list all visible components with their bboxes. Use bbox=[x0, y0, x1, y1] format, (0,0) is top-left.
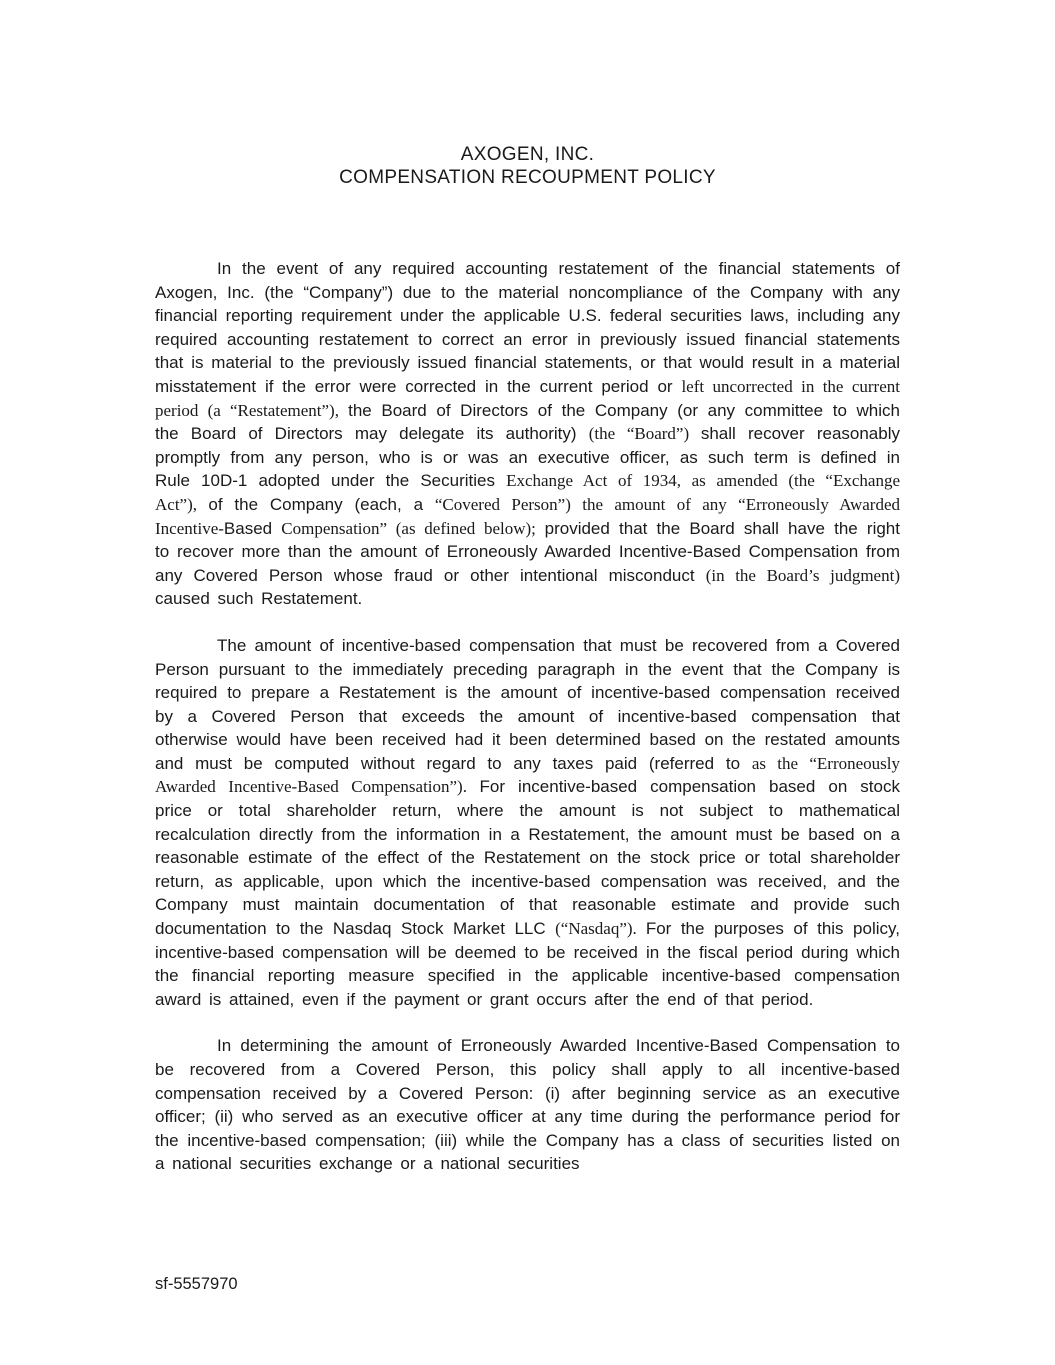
text-run: left uncorrected in the current period (a “Restatement”), bbox=[155, 376, 900, 420]
text-run: Compensation” (as defined below); bbox=[281, 518, 545, 538]
text-run: as the “Erroneously Awarded Incentive-Based Compensation”). bbox=[155, 753, 900, 797]
text-run: caused such Restatement. bbox=[155, 589, 363, 609]
text-run: shall recover reasonably promptly from any person, who is or was an executive officer, as such term is defined in Rule 10D-1 adopted under the Securities bbox=[155, 424, 900, 491]
text-run: the Board of Directors of the Company (or any committee to which the Board of Directors may delegate its authority) bbox=[155, 400, 900, 444]
text-run: provided that the Board shall have the right to recover more than the amount of Erroneously Awarded Incentive-Based Compensation from any Covered Person whose fraud or other intentional misconduct bbox=[155, 518, 900, 585]
company-name: AXOGEN, INC. bbox=[460, 144, 595, 165]
text-run: For incentive-based compensation based on stock price or total shareholder return, where the amount is not subject to mathematical recalculation directly from the information in a Restatement, the amount must be based on a reasonable estimate of the effect of the Restatement on the stock price or total shareholder return, as applicable, upon which the incentive-based compensation was received, and the Company must maintain documentation of that reasonable estimate and provide such documentation to the Nasdaq Stock Market LLC bbox=[155, 777, 900, 939]
text-run: (in the Board’s judgment) bbox=[705, 565, 900, 585]
text-run: For the purposes of this policy, incentive-based compensation will be deemed to be received in the fiscal period during which the financial reporting measure specified in the applicable incentive-based compensation award is attained, even if the payment or grant occurs after the end of that period. bbox=[155, 919, 900, 1009]
text-run: In determining the amount of Erroneously Awarded Incentive-Based Compensation to be recovered from a Covered Person, this policy shall apply to all incentive-based compensation received by a Covered Person: (i) after beginning service as an executive officer; (ii) who served as an executive officer at any time during the performance period for the incentive-based compensation; (iii) while the Company has a class of securities listed on a national securities exchange or a national securities bbox=[155, 1036, 900, 1174]
text-run: In the event of any required accounting restatement of the financial statements of Axogen, Inc. (the “Company”) due to the material noncompliance of the Company with any financial reporting requirement under the applicable U.S. federal securities laws, including any required accounting restatement to correct an error in previously issued financial statements that is material to the previously issued financial statements, or that would result in a material misstatement if the error were corrected in the current period or bbox=[155, 259, 900, 396]
paragraph-3 bbox=[155, 1034, 900, 1176]
text-run: (“Nasdaq”). bbox=[555, 919, 646, 939]
document-title bbox=[0, 0, 1055, 189]
text-run: (the “Board”) bbox=[588, 424, 701, 444]
document-control-number: sf-5557970 bbox=[155, 1275, 238, 1293]
text-run: Based bbox=[223, 518, 282, 538]
text-run: of the Company (each, a bbox=[208, 494, 435, 514]
document-body bbox=[155, 257, 900, 1176]
text-run: “Covered Person”) the amount of any “Erroneously Awarded Incentive- bbox=[155, 494, 900, 538]
paragraph-1 bbox=[155, 257, 900, 611]
text-run: The amount of incentive-based compensation that must be recovered from a Covered Person pursuant to the immediately preceding paragraph in the event that the Company is required to prepare a Restatement is the amount of incentive-based compensation received by a Covered Person that exceeds the amount of incentive-based compensation that otherwise would have been received had it been determined based on the restated amounts and must be computed without regard to any taxes paid (referred to bbox=[155, 635, 900, 773]
text-run: Exchange Act of 1934, as amended (the “Exchange Act”), bbox=[155, 471, 900, 514]
paragraph-2 bbox=[155, 634, 900, 1012]
policy-title: COMPENSATION RECOUPMENT POLICY bbox=[339, 167, 716, 188]
